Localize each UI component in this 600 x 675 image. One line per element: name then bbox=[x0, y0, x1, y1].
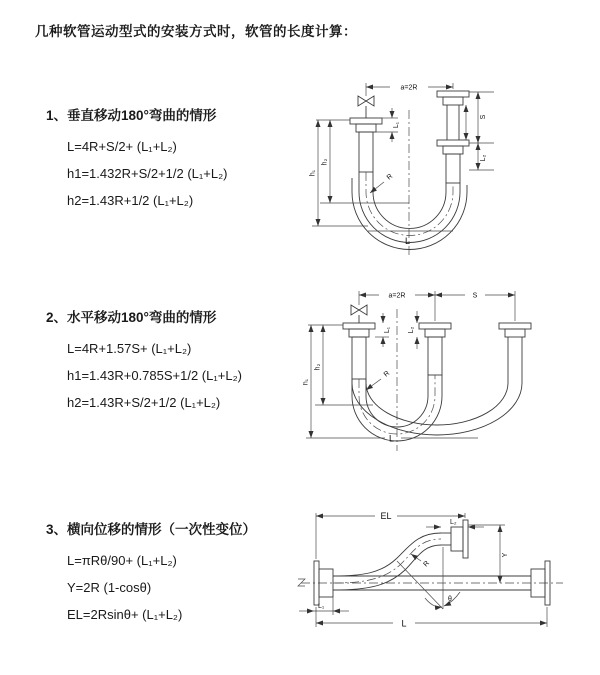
dimension-radius bbox=[370, 173, 394, 193]
left-flange bbox=[350, 118, 382, 132]
dim-label-y: Y bbox=[502, 552, 509, 558]
right-braid-section bbox=[446, 154, 460, 183]
section-heading: 2、水平移动180°弯曲的情形 bbox=[46, 310, 217, 325]
dim-label-l2: L₂ bbox=[450, 519, 457, 526]
formula-length: L=4R+S/2+ (L₁+L₂) bbox=[67, 139, 177, 154]
dim-label-l2: L₂ bbox=[408, 326, 415, 334]
dimension-l2 bbox=[469, 143, 494, 170]
dim-label-radius: R bbox=[382, 369, 392, 379]
dimension-l2 bbox=[426, 519, 484, 527]
formula-length: L=4R+1.57S+ (L₁+L₂) bbox=[67, 341, 192, 356]
dim-label-length: L bbox=[405, 236, 411, 246]
left-braid-section bbox=[359, 132, 373, 172]
dimension-l1 bbox=[373, 108, 400, 142]
dim-label-h2: h₂ bbox=[314, 363, 322, 371]
dimension-l1 bbox=[375, 313, 391, 347]
diagram-vertical-180-bend bbox=[308, 70, 588, 260]
diagram-horizontal-180-bend bbox=[303, 283, 593, 455]
right-pipe bbox=[437, 91, 469, 154]
dimension-l2 bbox=[408, 311, 417, 349]
left-braid-section bbox=[352, 337, 366, 379]
dim-label-h2: h₂ bbox=[321, 158, 329, 166]
dim-label-h1: h₁ bbox=[303, 378, 310, 386]
dim-label-l1: L₁ bbox=[318, 603, 325, 610]
hose-u-bend-shifted bbox=[352, 355, 522, 435]
dimension-h bbox=[303, 325, 373, 438]
formula-length: L=πRθ/90+ (L₁+L₂) bbox=[67, 553, 177, 568]
dimension-length bbox=[306, 434, 478, 444]
document-title: 几种软管运动型式的安装方式时，软管的长度计算： bbox=[35, 24, 357, 39]
middle-braid-section bbox=[428, 337, 442, 375]
dim-label-l1: L₁ bbox=[384, 326, 391, 334]
dimension-l1 bbox=[299, 595, 349, 615]
dimension-radius bbox=[411, 554, 431, 568]
angle-theta bbox=[397, 547, 460, 609]
formula-h2: h2=1.43R+1/2 (L₁+L₂) bbox=[67, 193, 194, 208]
dimension-span bbox=[359, 291, 515, 321]
valve-icon bbox=[358, 96, 374, 118]
dim-label-h1: h₁ bbox=[309, 169, 317, 177]
section-heading: 1、垂直移动180°弯曲的情形 bbox=[46, 108, 217, 123]
dimension-s bbox=[466, 92, 494, 143]
middle-flange bbox=[419, 323, 451, 337]
section-vertical-180 bbox=[46, 104, 228, 214]
dimension-y bbox=[468, 525, 509, 583]
dim-label-l2: L₂ bbox=[480, 154, 487, 162]
dim-label-span: a=2R bbox=[400, 84, 418, 92]
dim-label-l1: L₁ bbox=[393, 121, 400, 129]
dim-label-length: L bbox=[389, 433, 395, 444]
dimension-span bbox=[366, 83, 453, 96]
dimension-radius bbox=[366, 370, 391, 390]
formula-h1: h1=1.432R+S/2+1/2 (L₁+L₂) bbox=[67, 166, 228, 181]
formula-h2: h2=1.43R+S/2+1/2 (L₁+L₂) bbox=[67, 395, 221, 410]
formula-y: Y=2R (1-cosθ) bbox=[67, 580, 152, 595]
valve-icon bbox=[351, 305, 367, 323]
dim-label-radius: R bbox=[385, 172, 395, 182]
section-heading: 3、横向位移的情形（一次性变位） bbox=[46, 522, 257, 537]
formula-el: EL=2Rsinθ+ (L₁+L₂) bbox=[67, 607, 183, 622]
section-horizontal-180 bbox=[46, 306, 242, 416]
centerline-break-mark bbox=[298, 579, 305, 586]
left-flange bbox=[343, 323, 375, 337]
dim-label-radius: R bbox=[422, 559, 431, 569]
right-flange bbox=[499, 323, 531, 355]
dim-label-el: EL bbox=[380, 511, 392, 521]
diagram-lateral-displacement bbox=[293, 503, 593, 651]
formula-h1: h1=1.43R+0.785S+1/2 (L₁+L₂) bbox=[67, 368, 242, 383]
dim-label-theta: θ bbox=[448, 596, 452, 603]
section-lateral-displacement bbox=[46, 518, 256, 628]
dim-label-shift: S bbox=[472, 292, 478, 300]
dim-label-s: S bbox=[480, 114, 487, 120]
dim-label-span: a=2R bbox=[388, 292, 406, 300]
dimension-length bbox=[316, 607, 547, 629]
dim-label-length: L bbox=[401, 618, 407, 629]
